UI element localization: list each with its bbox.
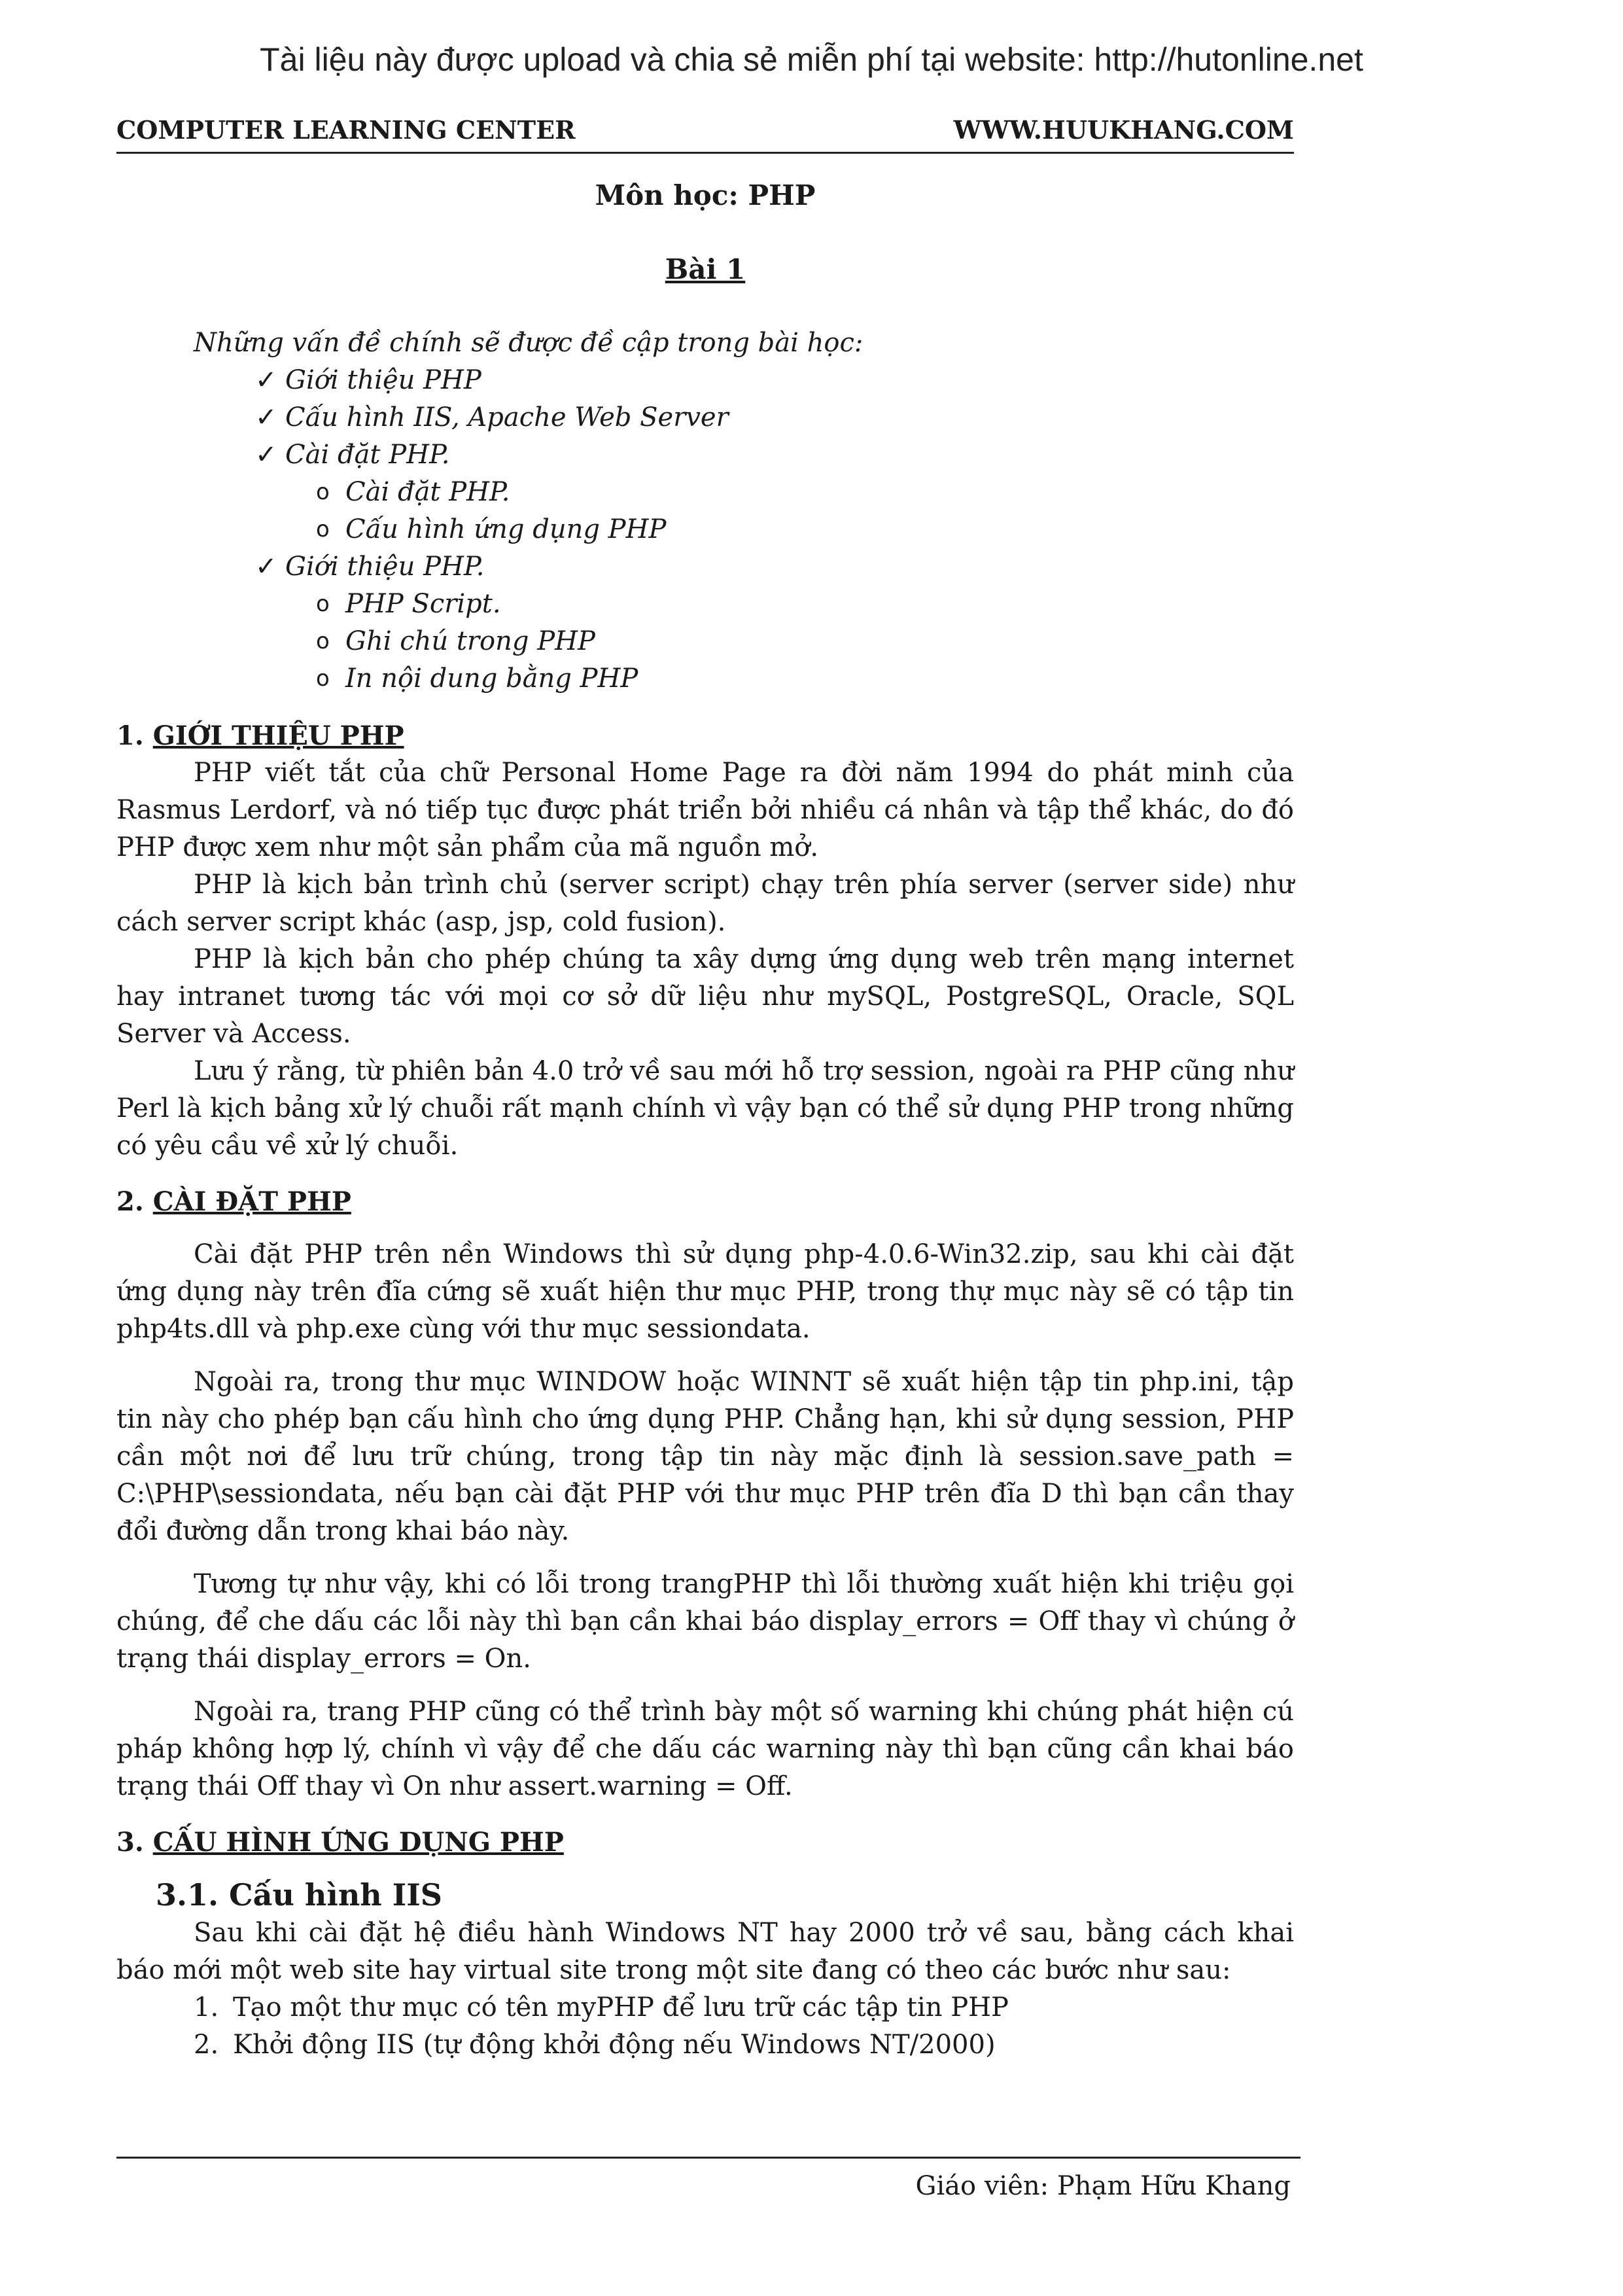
check-icon: ✓ — [255, 552, 277, 582]
step-item: 1. Tạo một thư mục có tên myPHP để lưu trữ các tập tin PHP — [194, 1992, 1009, 2022]
outline-subitem: o Cài đặt PHP. — [116, 474, 1294, 511]
step-item: 2. Khởi động IIS (tự động khởi động nếu Windows NT/2000) — [194, 2030, 996, 2060]
circle-bullet-icon: o — [316, 665, 330, 692]
circle-bullet-icon: o — [316, 591, 330, 617]
subject-title: Môn học: PHP — [595, 179, 816, 211]
section-2-paragraph: Ngoài ra, trang PHP cũng có thể trình bày một số warning khi chúng phát hiện cú pháp không hợp lý, chính vì vậy để che dấu các warning này thì bạn cũng cần khai báo trạng thái Off thay vì On như assert.warning = Off. — [116, 1697, 1294, 1801]
section-1-paragraph: Lưu ý rằng, từ phiên bản 4.0 trở về sau mới hỗ trợ session, ngoài ra PHP cũng như Perl là kịch bảng xử lý chuỗi rất mạnh chính vì vậy bạn có thể sử dụng PHP trong những có yêu cầu về xử lý chuỗi. — [116, 1056, 1294, 1161]
footer-divider — [116, 2157, 1300, 2159]
check-icon: ✓ — [255, 440, 277, 470]
subsection-3-1-heading: 3.1. Cấu hình IIS — [156, 1877, 443, 1913]
circle-bullet-icon: o — [316, 479, 330, 505]
circle-bullet-icon: o — [316, 516, 330, 542]
subsection-3-1-paragraph: Sau khi cài đặt hệ điều hành Windows NT hay 2000 trở về sau, bằng cách khai báo mới một web site hay virtual site trong một site đang có theo các bước như sau: — [116, 1918, 1294, 1985]
outline-item: ✓ Cài đặt PHP. — [116, 436, 1294, 474]
footer-teacher: Giáo viên: Phạm Hữu Khang — [915, 2171, 1291, 2201]
page-header — [116, 113, 1294, 154]
section-2-paragraph: Cài đặt PHP trên nền Windows thì sử dụng php-4.0.6-Win32.zip, sau khi cài đặt ứng dụng này trên đĩa cứng sẽ xuất hiện thư mục PHP, trong thự mục này sẽ có tập tin php4ts.dll và php.exe cùng với thư mục sessiondata. — [116, 1239, 1294, 1344]
header-right: WWW.HUUKHANG.COM — [953, 115, 1294, 145]
section-2-paragraph: Ngoài ra, trong thư mục WINDOW hoặc WINNT sẽ xuất hiện tập tin php.ini, tập tin này cho phép bạn cấu hình cho ứng dụng PHP. Chẳng hạn, khi sử dụng session, PHP cần một nơi để lưu trữ chúng, trong tập tin này mặc định là session.save_path = C:\PHP\sessiondata, nếu bạn cài đặt PHP với thư mục PHP trên đĩa D thì bạn cần thay đổi đường dẫn trong khai báo này. — [116, 1367, 1294, 1546]
outline-intro: Những vấn đề chính sẽ được đề cập trong bài học: — [194, 328, 864, 358]
circle-bullet-icon: o — [316, 628, 330, 654]
section-2-paragraph: Tương tự như vậy, khi có lỗi trong trangPHP thì lỗi thường xuất hiện khi triệu gọi chúng, để che dấu các lỗi này thì bạn cần khai báo display_errors = Off thay vì chúng ở trạng thái display_errors = On. — [116, 1569, 1294, 1674]
section-1-paragraph: PHP viết tắt của chữ Personal Home Page ra đời năm 1994 do phát minh của Rasmus Lerdorf, và nó tiếp tục được phát triển bởi nhiều cá nhân và tập thể khác, do đó PHP được xem như một sản phẩm của mã nguồn mở. — [116, 758, 1294, 862]
outline-subitem: o Ghi chú trong PHP — [116, 623, 1294, 660]
section-1-heading: 1. GIỚI THIỆU PHP — [116, 720, 404, 751]
document-body — [116, 177, 1294, 2064]
outline-item: ✓ Giới thiệu PHP — [116, 362, 1294, 399]
section-3-heading: 3. CẤU HÌNH ỨNG DỤNG PHP — [116, 1827, 564, 1858]
section-2-heading: 2. CÀI ĐẶT PHP — [116, 1186, 351, 1217]
outline-subitem: o PHP Script. — [116, 586, 1294, 623]
check-icon: ✓ — [255, 402, 277, 433]
section-1-paragraph: PHP là kịch bản cho phép chúng ta xây dựng ứng dụng web trên mạng internet hay intranet tương tác với mọi cơ sở dữ liệu như mySQL, PostgreSQL, Oracle, SQL Server và Access. — [116, 944, 1294, 1049]
outline-item: ✓ Cấu hình IIS, Apache Web Server — [116, 399, 1294, 436]
outline-subitem: o In nội dung bằng PHP — [116, 660, 1294, 698]
header-left: COMPUTER LEARNING CENTER — [116, 115, 576, 145]
check-icon: ✓ — [255, 365, 277, 395]
upload-notice: Tài liệu này được upload và chia sẻ miễn phí tại website: http://hutonline.net — [260, 41, 1363, 78]
lesson-title: Bài 1 — [665, 253, 746, 285]
section-1-paragraph: PHP là kịch bản trình chủ (server script) chạy trên phía server (server side) như cách server script khác (asp, jsp, cold fusion). — [116, 870, 1294, 937]
outline-item: ✓ Giới thiệu PHP. — [116, 548, 1294, 586]
outline-subitem: o Cấu hình ứng dụng PHP — [116, 511, 1294, 548]
